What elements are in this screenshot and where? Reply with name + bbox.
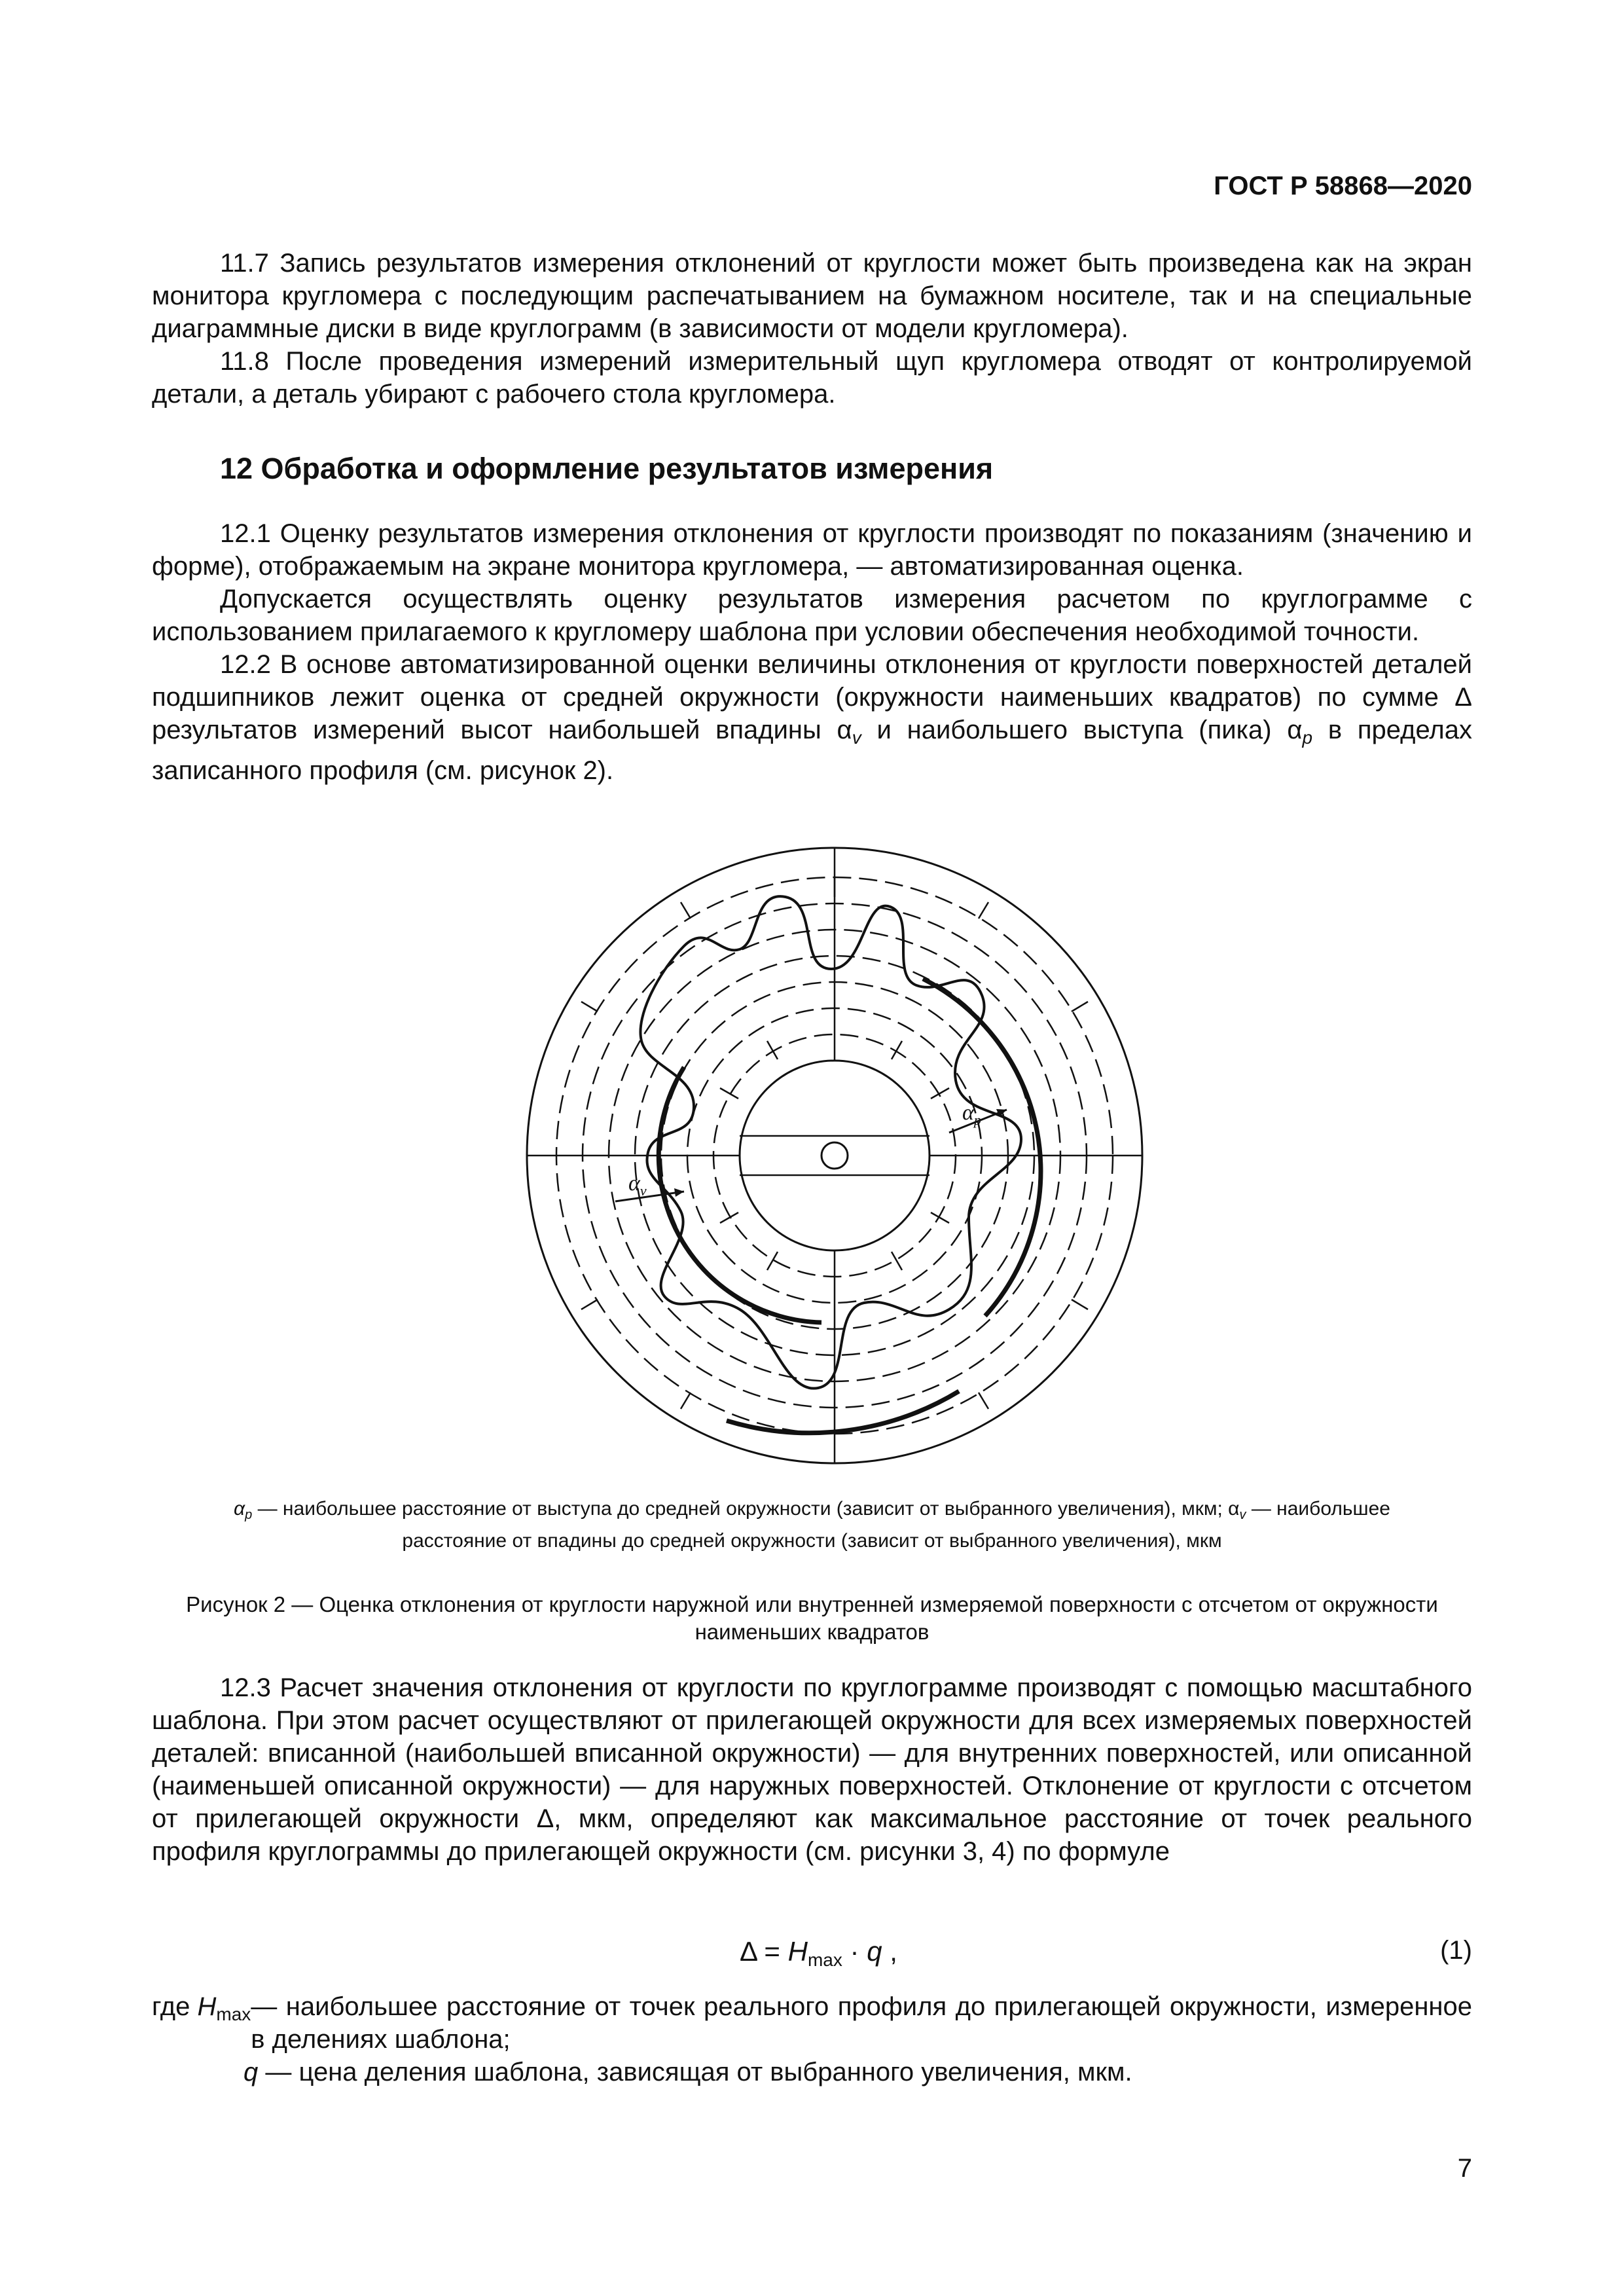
alpha-p-label: $\alpha_p$ (962, 1101, 981, 1128)
formula-var-h: H (787, 1936, 808, 1967)
where-q-desc: — цена деления шаблона, зависящая от выбранного увеличения, мкм. (258, 2058, 1132, 2086)
subscript: v (1239, 1508, 1246, 1522)
formula-sub: max (807, 1950, 842, 1970)
text-part: 12.2 В основе автоматизированной оценки величины отклонения от круглости поверхностей деталей подшипников лежит оценка от средней окружности (окружности наименьших квадратов) по сумме Δ результатов измерений высот наибольшей впадины α (152, 650, 1472, 744)
paragraph-text: 12.3 Расчет значения отклонения от круглости по круглограмме производят с помощью масштабного шаблона. При этом расчет осуществляют от прилегающей окружности для всех измеряемых поверхностей деталей: вписанной (наибольшей вписанной окружности) — для внутренних поверхностей, или описанной (наименьшей описанной окружности) — для наружных поверхностей. Отклонение от круглости с отсчетом от прилегающей окружности Δ, мкм, определяют как максимальное расстояние от точек реального профиля круглограммы до прилегающей окружности (см. рисунки 3, 4) по формуле (152, 1673, 1472, 1866)
where-prefix: где (152, 1992, 198, 2021)
formula-number: (1) (1440, 1936, 1472, 1965)
text-part: — наибольшее расстояние от выступа до средней окружности (зависит от выбранного увеличения), мкм; α (252, 1498, 1240, 1520)
paragraph-12-1b (152, 583, 1472, 648)
symbol: α (234, 1498, 245, 1520)
formula-var-q: q (867, 1936, 882, 1967)
text-part: — наибольшее (1246, 1498, 1390, 1520)
center-hole (821, 1142, 848, 1169)
paragraph-text: Допускается осуществлять оценку результатов измерения расчетом по круглограмме с использованием прилагаемого к кругломеру шаблона при условии обеспечения необходимой точности. (152, 585, 1472, 646)
where-h-desc: — наибольшее расстояние от точек реального профиля до прилегающей окружности, измеренное в делениях шаблона; (251, 1992, 1472, 2054)
roundness-chart-figure (524, 845, 1146, 1467)
formula-lhs: Δ = (740, 1936, 788, 1967)
dashed-ring (713, 1034, 956, 1277)
paragraph-12-1 (152, 517, 1472, 583)
subscript: p (245, 1508, 253, 1522)
paragraph-11-8 (152, 345, 1472, 410)
where-var-h: H (197, 1992, 217, 2021)
where-sub: max (216, 2004, 251, 2024)
where-var-q: q (244, 2058, 259, 2086)
subscript: p (1302, 727, 1313, 748)
paragraph-text: 12.1 Оценку результатов измерения отклонения от круглости производят по показаниям (значению и форме), отображаемым на экране монитора кругломера, — автоматизированная оценка. (152, 519, 1472, 581)
formula-explanation (152, 1990, 1472, 2088)
inner-hub-circle (740, 1061, 929, 1250)
legend-line-1 (152, 1496, 1472, 1528)
paragraph-12-3 (152, 1671, 1472, 1868)
document-id: ГОСТ Р 58868—2020 (1214, 172, 1472, 200)
formula-end: , (882, 1936, 897, 1967)
paragraph-text (152, 648, 1472, 787)
paragraph-text: 11.8 После проведения измерений измерительный щуп кругломера отводят от контролируемой детали, а деталь убирают с рабочего стола кругломера. (152, 347, 1472, 409)
paragraph-12-2 (152, 648, 1472, 787)
paragraph-11-7 (152, 247, 1472, 345)
least-squares-arc-left (659, 1067, 821, 1322)
formula-1 (740, 1936, 897, 1971)
alpha-v-label: $\alpha_v$ (628, 1171, 647, 1199)
where-q (152, 2056, 1472, 2088)
formula-dot: · (842, 1936, 867, 1967)
where-h (152, 1990, 1472, 2056)
section-12-title: 12 Обработка и оформление результатов измерения (220, 452, 994, 485)
legend-line-2: расстояние от впадины до средней окружности (зависит от выбранного увеличения), мкм (402, 1530, 1222, 1552)
paragraph-text: 11.7 Запись результатов измерения отклонений от круглости может быть произведена как на экран монитора кругломера с последующим распечатыванием на бумажном носителе, так и на специальные диаграммные диски в виде круглограмм (в зависимости от модели кругломера). (152, 249, 1472, 343)
subscript: v (852, 727, 861, 748)
least-squares-arc-bottom (727, 1391, 959, 1433)
figure-caption: Рисунок 2 — Оценка отклонения от круглости наружной или внутренней измеряемой поверхности с отсчетом от окружности наименьших квадратов (186, 1592, 1438, 1644)
text-part: в пределах записанного профиля (см. рисунок 2). (152, 716, 1473, 785)
text-part: и наибольшего выступа (пика) α (861, 716, 1303, 744)
where-h-term (152, 1990, 251, 2056)
figure-legend (152, 1496, 1472, 1554)
page-number: 7 (1457, 2154, 1472, 2183)
